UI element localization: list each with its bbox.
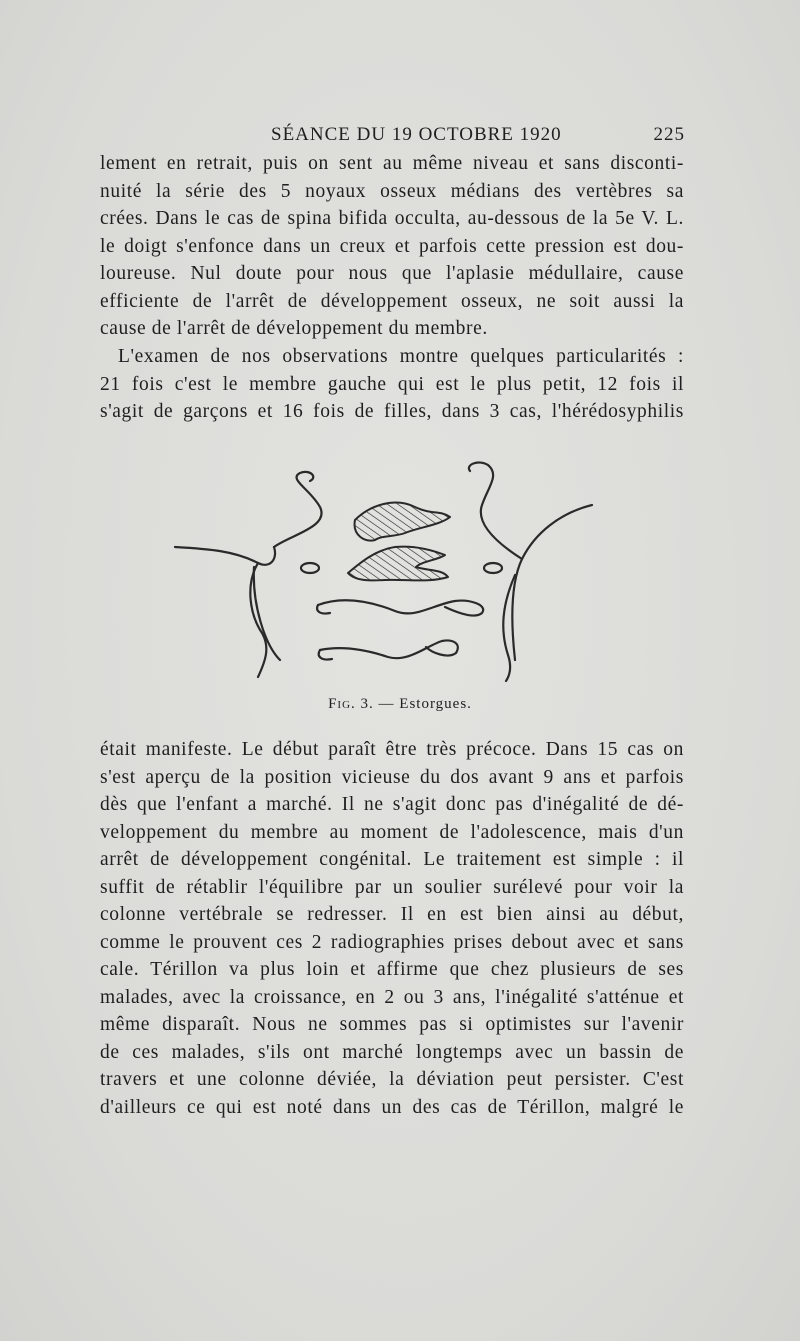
text-line: comme le prouvent ces 2 radiographies prises debout avec et sans — [100, 931, 684, 953]
left-upper-hook — [274, 472, 322, 547]
figure-author: — Estorgues. — [378, 696, 472, 712]
text-line: arrêt de développement congénital. Le traitement est simple : il — [100, 849, 684, 870]
text-line: cale. Térillon va plus loin et affirme que chez plusieurs de ses — [100, 959, 684, 980]
text-line: dès que l'enfant a marché. Il ne s'agit donc pas d'inégalité de dé- — [100, 794, 684, 815]
lower-hatched-shape — [348, 547, 448, 581]
text-line: nuité la série des 5 noyaux osseux médians des vertèbres sa — [100, 180, 684, 202]
left-femur-curve — [250, 563, 266, 677]
upper-wave-shape — [318, 600, 483, 615]
text-line: suffit de rétablir l'équilibre par un soulier surélevé pour voir la — [100, 876, 684, 898]
text-line: même disparaît. Nous ne sommes pas si optimistes sur l'avenir — [100, 1014, 684, 1035]
text-line: loureuse. Nul doute pour nous que l'aplasie médullaire, cause — [100, 263, 684, 284]
figure-3-drawing — [170, 455, 630, 690]
right-small-ellipse — [484, 563, 502, 573]
text-line: d'ailleurs ce qui est noté dans un des cas de Térillon, malgré le — [100, 1096, 684, 1118]
text-line: L'examen de nos observations montre quelques particularités : — [118, 346, 684, 367]
text-line: 21 fois c'est le membre gauche qui est le plus petit, 12 fois il — [100, 373, 684, 395]
upper-hatched-shape — [355, 503, 450, 541]
paragraph-continuation — [100, 150, 684, 343]
text-line: efficiente de l'arrêt de développement osseux, ne soit aussi la — [100, 290, 684, 312]
paragraph-observations — [100, 343, 684, 426]
text-line: de ces malades, s'ils ont marché longtemps avec un bassin de — [100, 1041, 684, 1063]
text-line: cause de l'arrêt de développement du membre. — [100, 318, 488, 339]
text-line: travers et une colonne déviée, la déviation peut persister. C'est — [100, 1069, 684, 1090]
lower-wave-shape — [320, 641, 458, 659]
figure-label: Fig. 3. — [328, 696, 374, 712]
left-small-ellipse — [301, 563, 319, 573]
text-line: lement en retrait, puis on sent au même niveau et sans disconti- — [100, 153, 684, 174]
text-line: était manifeste. Le début paraît être très précoce. Dans 15 cas on — [100, 739, 684, 760]
page-number: 225 — [653, 124, 685, 145]
right-iliac-line — [512, 505, 592, 660]
text-line: crées. Dans le cas de spina bifida occulta, au-dessous de la 5e V. L. — [100, 208, 684, 229]
right-upper-hook — [469, 463, 522, 559]
running-header — [105, 120, 685, 150]
figure-caption — [0, 696, 800, 713]
header-title: SÉANCE DU 19 OCTOBRE 1920 — [271, 124, 562, 145]
text-line: s'est aperçu de la position vicieuse du dos avant 9 ans et parfois — [100, 766, 684, 788]
text-line: s'agit de garçons et 16 fois de filles, dans 3 cas, l'hérédosyphilis — [100, 401, 684, 422]
paragraph-treatment — [100, 736, 684, 1121]
text-line: malades, avec la croissance, en 2 ou 3 ans, l'inégalité s'atténue et — [100, 986, 684, 1008]
text-line: le doigt s'enfonce dans un creux et parfois cette pression est dou- — [100, 235, 684, 257]
text-line: veloppement du membre au moment de l'adolescence, mais d'un — [100, 821, 684, 843]
text-line: colonne vertébrale se redresser. Il en est bien ainsi au début, — [100, 904, 684, 925]
left-iliac-line — [175, 547, 275, 565]
